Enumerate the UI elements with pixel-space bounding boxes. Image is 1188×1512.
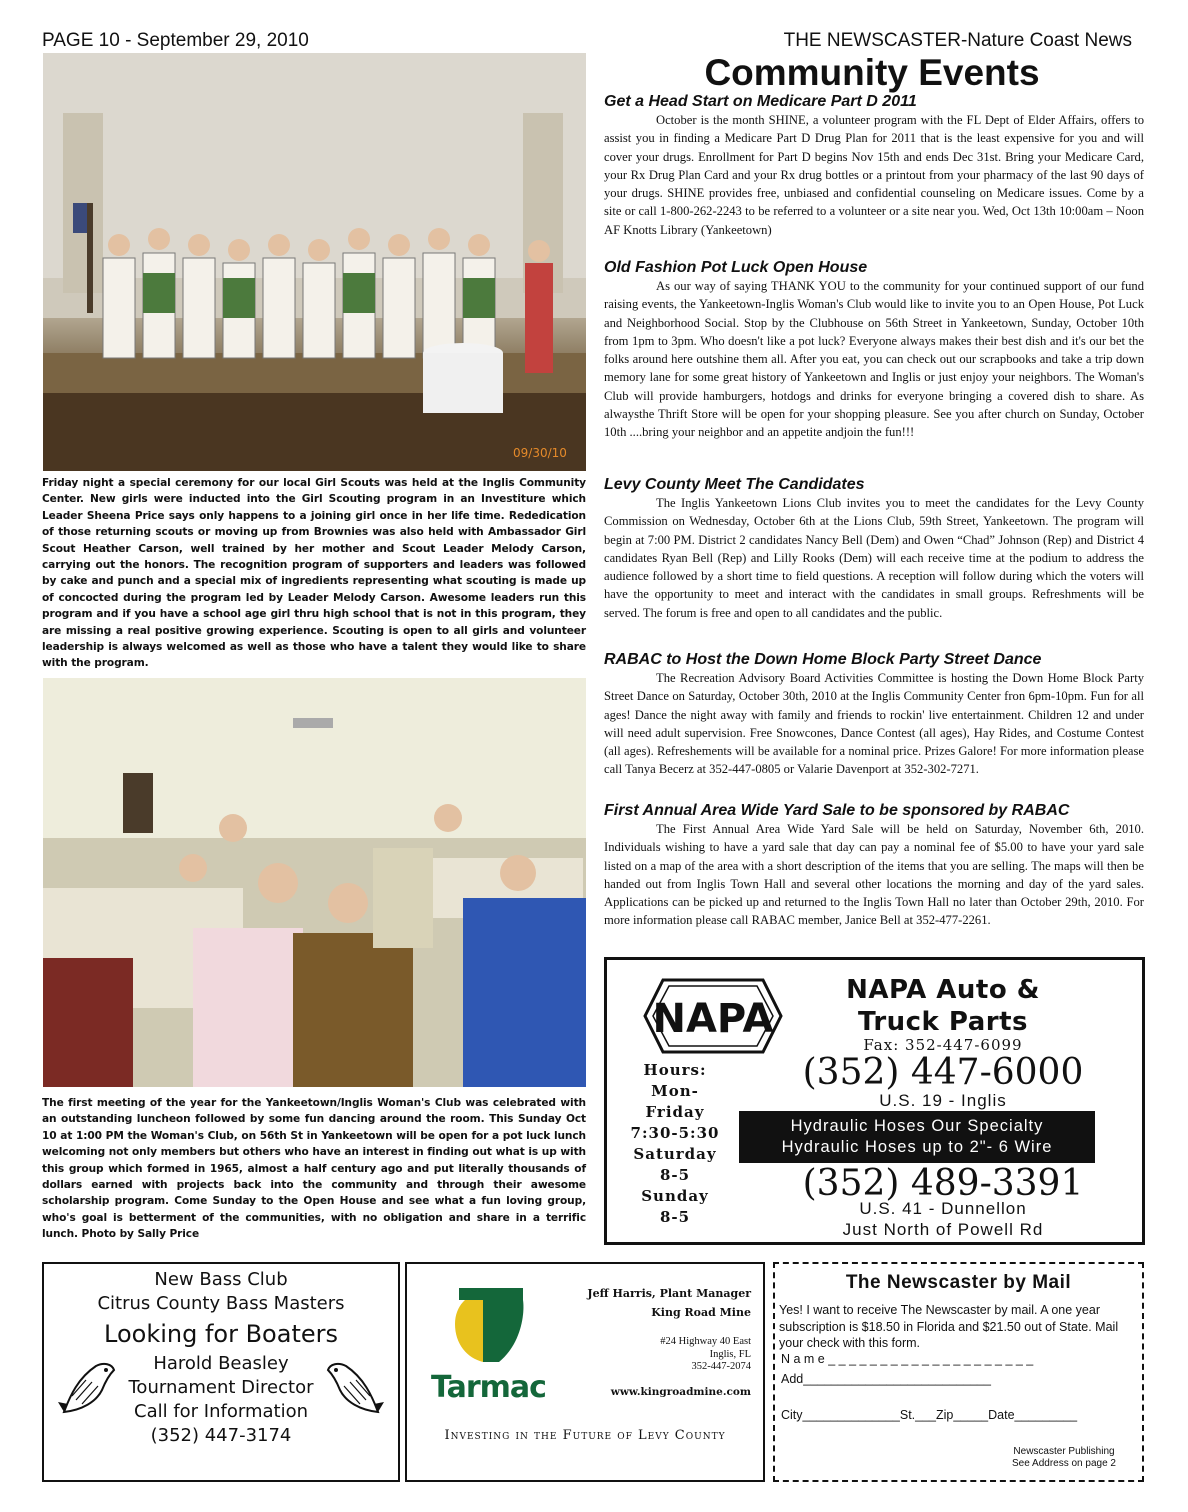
- article-body: The First Annual Area Wide Yard Sale will be held on Saturday, November 6th, 2010. Individuals wishing to have a yard sale that day can pay a nominal fee of $5.00 to have your yard sale listed on a map of the area with a short description of the items that you are selling. The maps will then be handed out from Inglis Town Hall and several other locations the morning and day of the yard sales. Applications can be picked up and returned to the Inglis Town Hall no later than October 29th, 2010. For more information please call RABAC member, Janice Bell at 352-477-2261.: [604, 822, 1144, 928]
- tarmac-logo-icon: [453, 1284, 527, 1364]
- article-body: The Inglis Yankeetown Lions Club invites you to meet the candidates for the Levy County Commission on Wednesday, October 6th at the Lions Club, 59th Street, Yankeetown. The program will begin at 7:00 PM. District 2 candidates Nancy Bell (Dem) and Owen “Chad” Johnson (Rep) and District 4 candidates Ryan Bell (Rep) and Lilly Rooks (Dem) will each receive time at the podium to address the audience followed by a short time to field questions. A reception will follow during which the voters will have the opportunity to meet and interact with the candidates in small groups. Refreshments will be served. The forum is free and open to all candidates and the public.: [604, 496, 1144, 620]
- photo-date-stamp: 09/30/10: [513, 446, 567, 460]
- article-title: Levy County Meet The Candidates: [604, 476, 865, 493]
- article-title: Old Fashion Pot Luck Open House: [604, 259, 868, 276]
- womans-club-illustration: [43, 678, 586, 1087]
- band-line: Hydraulic Hoses Our Specialty: [790, 1117, 1044, 1135]
- article-candidates: [604, 475, 1144, 622]
- hours-line: Hours:: [643, 1061, 707, 1079]
- tarmac-advertisement: [405, 1262, 765, 1482]
- publication-name: THE NEWSCASTER-Nature Coast News: [783, 30, 1132, 51]
- mail-subscription-form: [773, 1262, 1144, 1482]
- mail-form-body: Yes! I want to receive The Newscaster by mail. A one year subscription is $18.50 in Florida and $21.50 out of State. Mail your check with this form.: [779, 1303, 1119, 1350]
- manager-name: Jeff Harris, Plant Manager: [587, 1287, 751, 1300]
- womans-club-caption: The first meeting of the year for the Yankeetown/Inglis Woman's Club was celebrated with an outstanding luncheon followed by some fun dancing around the room. This Sunday Oct 10 at 1:00 PM the Woman's Club, on 56th St in Yankeetown will be open for a pot luck lunch welcoming not only members but others who have an interest in finding out what is up with this group which formed in 1965, almost a half century ago and put literally thousands of dollars earned with projects back into the community and through their awesome scholarship program. Come Sunday to the Open House and see what a fun loving group, who's goal is betterment of the communities, with no obligation and share in a terrific lunch. Photo by Sally Price: [42, 1097, 586, 1241]
- napa-phone-inglis: (352) 447-6000: [802, 1052, 1084, 1093]
- napa-hours: [619, 1060, 731, 1228]
- hours-line: 8-5: [659, 1208, 691, 1226]
- article-title: RABAC to Host the Down Home Block Party Street Dance: [604, 651, 1042, 668]
- bass-contact-name: Harold Beasley: [153, 1353, 289, 1374]
- napa-location-dunnellon: U.S. 41 - Dunnellon: [859, 1199, 1027, 1218]
- tarmac-address: [660, 1336, 751, 1374]
- girl-scouts-caption: Friday night a special ceremony for our local Girl Scouts was held at the Inglis Community Center. New girls were inducted into the Girl Scouting program in an Investiture which Leader Sheena Price says only happens to a joining girl once in her life time. Rededication of those returning scouts or moving up from Brownies was also held with Ambassador Girl Scout Heather Carson, well trained by her mother and Scout Leader Melody Carson, carrying out the honors. The recognition program of supporters and leaders was followed by cake and punch and a special mix of ingredients representing what scouting is made up of concocted during the program led by Leader Melody Carson. Awesome leaders run this program and if you have a school age girl thru high school that is not in this program, they are missing a real positive growing experience. Scouting is open to all girls and volunteer leadership is always welcomed as well as those who have a talent they would like to share with the program.: [42, 477, 586, 670]
- article-body: The Recreation Advisory Board Activities Committee is hosting the Down Home Block Party Street Dance on Saturday, October 30th, 2010 at the Inglis Community Center fron 6pm-10pm. Fun for all ages! Dance the night away with family and friends to rockin' live entertainment. Children 12 and under will need adult supervision. Free Snowcones, Dance Contest (all ages), Hay Rides, and Costume Contest (all ages). Refreshements will be available for a nominal price. Prizes Galore! For more information please call Tanya Becerz at 352-447-0805 or Valarie Davenport at 352-302-7271.: [604, 671, 1144, 777]
- napa-advertisement: [604, 957, 1145, 1245]
- address-field[interactable]: Add___________________________: [781, 1372, 991, 1386]
- bass-club-advertisement: [42, 1262, 400, 1482]
- band-line: Hydraulic Hoses up to 2"- 6 Wire: [781, 1138, 1053, 1156]
- napa-logo: [643, 978, 783, 1054]
- hours-line: Sunday: [641, 1187, 709, 1205]
- hours-line: Saturday: [633, 1145, 717, 1163]
- hours-line: 8-5: [659, 1166, 691, 1184]
- girl-scouts-illustration: [43, 53, 586, 471]
- article-body: As our way of saying THANK YOU to the community for your continued support of our fund raising events, the Yankeetown-Inglis Woman's Club would like to invite you to an Open House, Pot Luck and Neighborhood Social. Stop by the Clubhouse on 56th Street in Yankeetown, Sunday, October 10th from 1pm to 3pm. Who doesn't like a pot luck? Everyone always makes their best dish and it's our bet the folks around here outshine them all. After you eat, you can check out our scrapbooks and take a trip down memory lane for some great history of Yankeetown and Inglis or just enjoy your neighbors. The Woman's Club will provide hamburgers, hotdogs and drinks for everyone bringing a covered dish to share. As alwaysthe Thrift Store will be open for your shopping pleasure. See you after church on Sunday, October 10th ....bring your neighbor and an appetite andjoin the fun!!!: [604, 279, 1144, 440]
- section-title: Community Events: [704, 52, 1040, 93]
- napa-location-inglis: U.S. 19 - Inglis: [879, 1091, 1007, 1110]
- napa-title-line: Truck Parts: [857, 1007, 1029, 1037]
- napa-fax: Fax: 352-447-6099: [863, 1036, 1023, 1054]
- tarmac-website: www.kingroadmine.com: [610, 1386, 751, 1398]
- bass-fish-icon: [322, 1356, 386, 1418]
- napa-title-line: NAPA Auto &: [846, 975, 1040, 1005]
- womans-club-photo: [43, 678, 586, 1087]
- napa-location-note: Just North of Powell Rd: [842, 1220, 1044, 1239]
- mail-form-footer: [1012, 1446, 1116, 1470]
- article-body: October is the month SHINE, a volunteer program with the FL Dept of Elder Affairs, offers to assist you in finding a Medicare Part D Drug Plan for 2011 that is the least expensive for you and will cover your drugs. Enrollment for Part D begins Nov 15th and ends Dec 31st. Bring your Medicare Card, your Rx Drug Plan Card and your Rx drug bottles or a printout from your pharmacy of the last 90 days of your drugs. SHINE provides free, unbiased and confidential counseling on Medicare issues. Come by a site or call 1-800-262-2243 to be referred to a volunteer or a site near you. Wed, Oct 13th 10:00am – Noon AF Knotts Library (Yankeetown): [604, 113, 1144, 237]
- napa-title: [803, 974, 1083, 1038]
- napa-logo-text: NAPA: [652, 996, 774, 1042]
- mail-form-title: The Newscaster by Mail: [845, 1272, 1072, 1293]
- tarmac-manager: [587, 1284, 751, 1322]
- address-line: #24 Highway 40 East: [660, 1336, 751, 1347]
- article-title: Get a Head Start on Medicare Part D 2011: [604, 93, 917, 110]
- hours-line: Friday: [645, 1103, 705, 1121]
- address-line: Inglis, FL: [709, 1348, 751, 1360]
- bass-phone: (352) 447-3174: [150, 1425, 292, 1446]
- bass-headline: Looking for Boaters: [104, 1320, 338, 1348]
- tarmac-tagline: Investing in the Future of Levy County: [444, 1428, 726, 1443]
- article-block-party: [604, 650, 1144, 779]
- footer-line: Newscaster Publishing: [1013, 1446, 1115, 1457]
- address-line: 352-447-2074: [691, 1361, 751, 1372]
- city-state-zip-field[interactable]: City______________St.___Zip_____Date_________: [781, 1408, 1078, 1422]
- article-title: First Annual Area Wide Yard Sale to be sponsored by RABAC: [604, 802, 1070, 819]
- hours-line: Mon-: [651, 1082, 699, 1100]
- article-yard-sale: [604, 801, 1144, 930]
- bass-fish-icon: [56, 1356, 120, 1418]
- girl-scouts-photo: [43, 53, 586, 471]
- hours-line: 7:30-5:30: [630, 1124, 720, 1142]
- page-number-date: PAGE 10 - September 29, 2010: [42, 30, 309, 51]
- tarmac-brand: Tarmac: [431, 1370, 546, 1405]
- article-pot-luck: [604, 258, 1144, 442]
- name-field[interactable]: N a m e _ _ _ _ _ _ _ _ _ _ _ _ _ _ _ _ _ _ _ _: [781, 1352, 1034, 1366]
- bass-cta: Call for Information: [134, 1401, 308, 1422]
- footer-line: See Address on page 2: [1012, 1458, 1116, 1469]
- bass-contact-role: Tournament Director: [128, 1377, 314, 1398]
- napa-hydraulic-band: [739, 1111, 1095, 1163]
- article-medicare: [604, 92, 1144, 239]
- napa-phone-dunnellon: (352) 489-3391: [802, 1163, 1084, 1204]
- bass-line: Citrus County Bass Masters: [97, 1293, 345, 1314]
- bass-line: New Bass Club: [154, 1269, 288, 1290]
- mine-name: King Road Mine: [651, 1306, 751, 1319]
